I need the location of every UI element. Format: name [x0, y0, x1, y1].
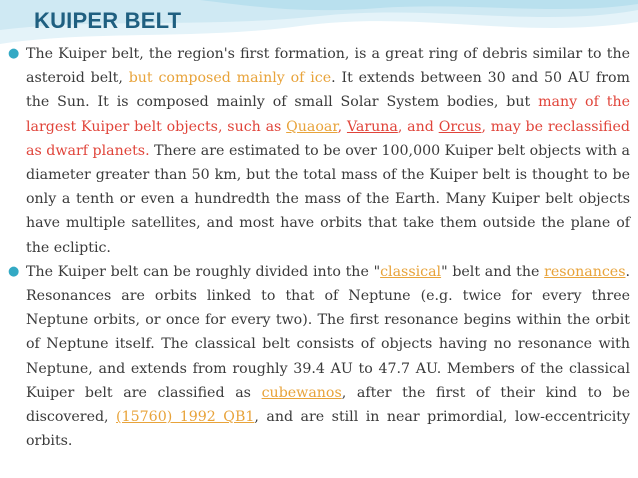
text-span: , and are still in near primordial, low-eccentricity orbits.	[26, 409, 630, 450]
text-span: There are estimated to be over 100,000 Kuiper belt objects with a diameter greater than 50 km, but the total mass of the Kuiper belt is thought to be only a tenth or even a hundredth the mass of the Earth. Many Kuiper belt objects have multiple satellites, and most have orbits that take them outside the plane of the ecliptic.	[26, 142, 630, 256]
link-15760-1992-qb1[interactable]: (15760) 1992 QB1	[116, 409, 255, 426]
text-span: The Kuiper belt, the region's first formation, is a great ring of debris similar to the asteroid belt,	[26, 46, 630, 87]
text-span: . It extends between 30 and 50 AU from the Sun. It is composed mainly of small Solar System bodies, but	[26, 70, 630, 111]
highlight-text: ,	[337, 118, 347, 135]
link-cubewanos[interactable]: cubewanos	[261, 384, 342, 401]
text-span: , after the first of their kind to be discovered,	[26, 384, 630, 426]
slide-body	[8, 42, 630, 453]
text-span: " belt and the	[441, 263, 545, 280]
bullet-icon: ●	[8, 263, 20, 279]
bullet-paragraph-1	[8, 42, 630, 260]
text-span: . Resonances are orbits linked to that of Neptune (e.g. twice for every three Neptune orbits, or once for every two). The first resonance begins within the orbit of Neptune itself. The classical belt consists of objects having no resonance with Neptune, and extends from roughly 39.4 AU to 47.7 AU. Members of the classical Kuiper belt are classified as	[26, 263, 630, 401]
link-quaoar[interactable]: Quaoar	[286, 118, 338, 135]
link-classical[interactable]: classical	[380, 263, 442, 280]
highlight-text: many of the largest Kuiper belt objects, such as	[26, 94, 630, 135]
highlight-ice: but composed mainly of ice	[128, 70, 332, 87]
highlight-text: , and	[397, 118, 439, 135]
link-orcus[interactable]: Orcus	[438, 118, 482, 135]
link-resonances[interactable]: resonances	[544, 263, 626, 280]
slide-title: KUIPER BELT	[34, 8, 182, 33]
link-varuna[interactable]: Varuna	[346, 118, 398, 135]
bullet-icon: ●	[8, 46, 20, 61]
text-span: The Kuiper belt can be roughly divided into the "	[26, 263, 381, 280]
highlight-text: , may be reclassified as dwarf planets.	[26, 118, 630, 159]
bullet-paragraph-2	[8, 260, 630, 454]
